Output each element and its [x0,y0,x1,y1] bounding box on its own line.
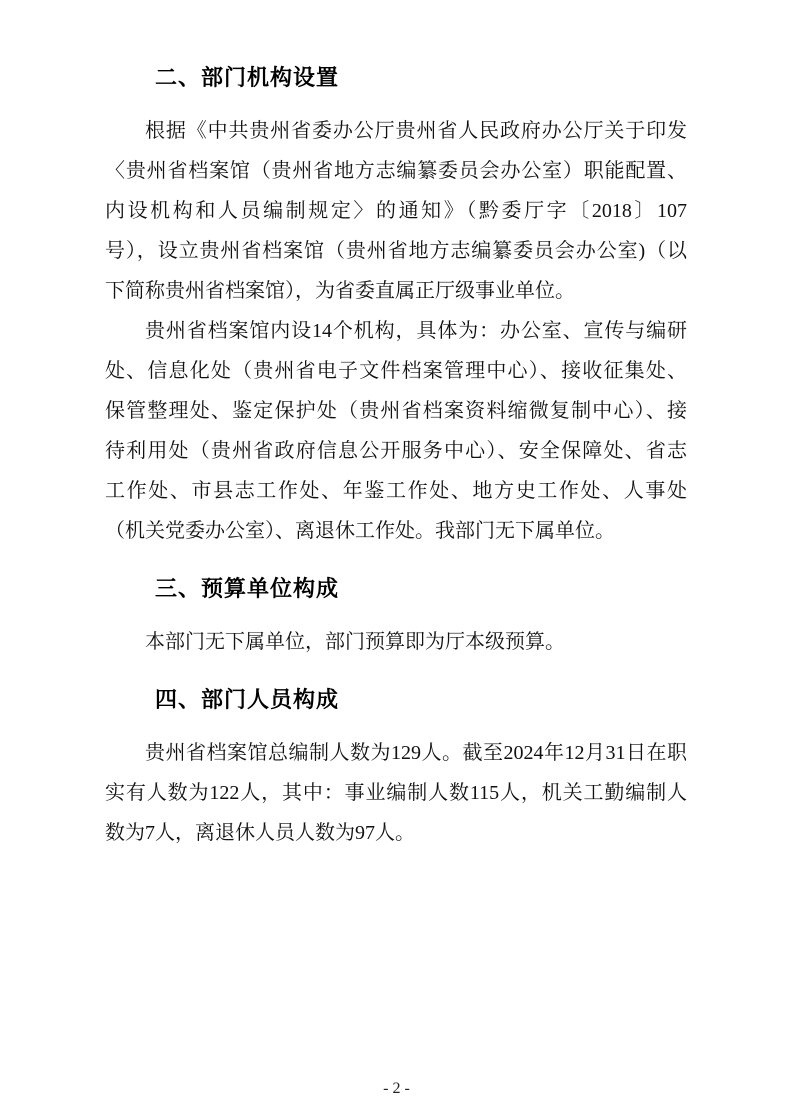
text-line: 工作处、市县志工作处、年鉴工作处、地方史工作处、人事处 [105,480,687,502]
text-line: 贵州省档案馆内设14个机构，具体为：办公室、宣传与编研 [145,320,687,342]
text-line: 根据《中共贵州省委办公厅贵州省人民政府办公厅关于印发 [145,120,687,142]
text-line: 实有人数为122人，其中：事业编制人数115人，机关工勤编制人 [105,782,687,804]
document-content [105,58,687,853]
paragraph-establishment [105,111,687,311]
paragraph-internal-organs [105,311,687,551]
text-line: 处、信息化处（贵州省电子文件档案管理中心）、接收征集处、 [105,360,687,382]
paragraph-budget-unit [105,622,687,662]
paragraph-personnel [105,733,687,853]
text-line: 〈贵州省档案馆（贵州省地方志编纂委员会办公室）职能配置、 [105,160,687,182]
text-line: 待利用处（贵州省政府信息公开服务中心）、安全保障处、省志 [105,440,687,462]
heading-section-2: 二、部门机构设置 [155,65,340,90]
text-line: 号），设立贵州省档案馆（贵州省地方志编纂委员会办公室)（以 [105,240,687,262]
text-line: 下简称贵州省档案馆），为省委直属正厅级事业单位。 [105,280,575,302]
heading-section-4: 四、部门人员构成 [155,687,340,712]
page-number: - 2 - [383,1080,410,1097]
text-line: 本部门无下属单位，部门预算即为厅本级预算。 [145,631,565,653]
heading-section-3: 三、预算单位构成 [155,576,340,601]
text-line: 数为7人，离退休人员人数为97人。 [105,822,415,844]
text-line: （机关党委办公室）、离退休工作处。我部门无下属单位。 [105,520,615,542]
text-line: 保管整理处、鉴定保护处（贵州省档案资料缩微复制中心）、接 [105,400,687,422]
text-line: 贵州省档案馆总编制人数为129人。截至2024年12月31日在职 [145,742,687,764]
text-line: 内设机构和人员编制规定〉的通知》（黔委厅字〔2018〕107 [105,200,687,222]
